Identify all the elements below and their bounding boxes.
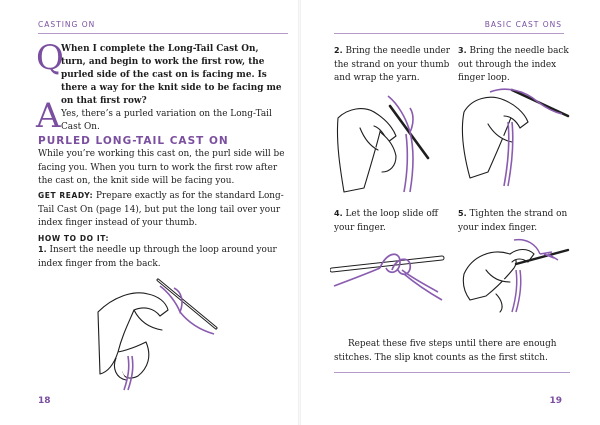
answer-initial: A [36, 96, 61, 136]
step-1 [38, 243, 286, 271]
get-ready-label: GET READY: [38, 191, 94, 200]
step-1-text: Insert the needle up through the loop around your index finger from the back. [38, 245, 277, 269]
step-5-illustration [456, 234, 571, 314]
step-2-number: 2. [334, 46, 343, 55]
step-4-text: Let the loop slide off your finger. [334, 209, 438, 233]
question-text: When I complete the Long-Tail Cast On, turn, and begin to work the first row, the purled side of the cast on is facing me. Is there a way for the knit side to be facing me on that first row? [61, 44, 282, 106]
intro-paragraph: While you’re working this cast on, the purl side will be facing you. When you turn to work the first row after the cast on, the knit side will be facing you. [38, 149, 285, 186]
left-page [0, 0, 290, 425]
footer-rule-right [334, 372, 570, 373]
answer-text: Yes, there’s a purled variation on the Long-Tail Cast On. [61, 109, 272, 132]
step-5 [458, 207, 570, 235]
section-heading: PURLED LONG-TAIL CAST ON [38, 135, 229, 147]
step-1-number: 1. [38, 245, 47, 254]
get-ready-text: Prepare exactly as for the standard Long-Tail Cast On (page 14), but put the long tail over your index finger instead of your thumb. [38, 191, 284, 228]
header-rule-left [38, 33, 288, 34]
question-initial: Q [36, 38, 64, 78]
step-3-number: 3. [458, 46, 467, 55]
step-3-text: Bring the needle back out through the index finger loop. [458, 46, 569, 83]
page-number-right: 19 [549, 396, 562, 406]
running-head-left: CASTING ON [38, 20, 96, 29]
step-4 [334, 207, 452, 235]
step-5-text: Tighten the strand on your index finger. [458, 209, 568, 233]
page-number-left: 18 [38, 396, 51, 406]
step-4-number: 4. [334, 209, 343, 218]
how-to-label: HOW TO DO IT: [38, 234, 110, 243]
step-5-number: 5. [458, 209, 467, 218]
step-2-illustration [330, 88, 450, 198]
right-page [300, 0, 600, 425]
step-2 [334, 44, 452, 86]
step-2-text: Bring the needle under the strand on your thumb and wrap the yarn. [334, 46, 451, 83]
header-rule-right [334, 33, 564, 34]
step-1-illustration [88, 272, 238, 392]
step-3-illustration [450, 82, 575, 192]
running-head-right: BASIC CAST ONS [484, 20, 562, 29]
step-4-illustration [330, 234, 452, 304]
get-ready-paragraph [38, 189, 286, 231]
step-3 [458, 44, 570, 86]
closing-paragraph: Repeat these five steps until there are enough stitches. The slip knot counts as the first stitch. [334, 339, 557, 363]
